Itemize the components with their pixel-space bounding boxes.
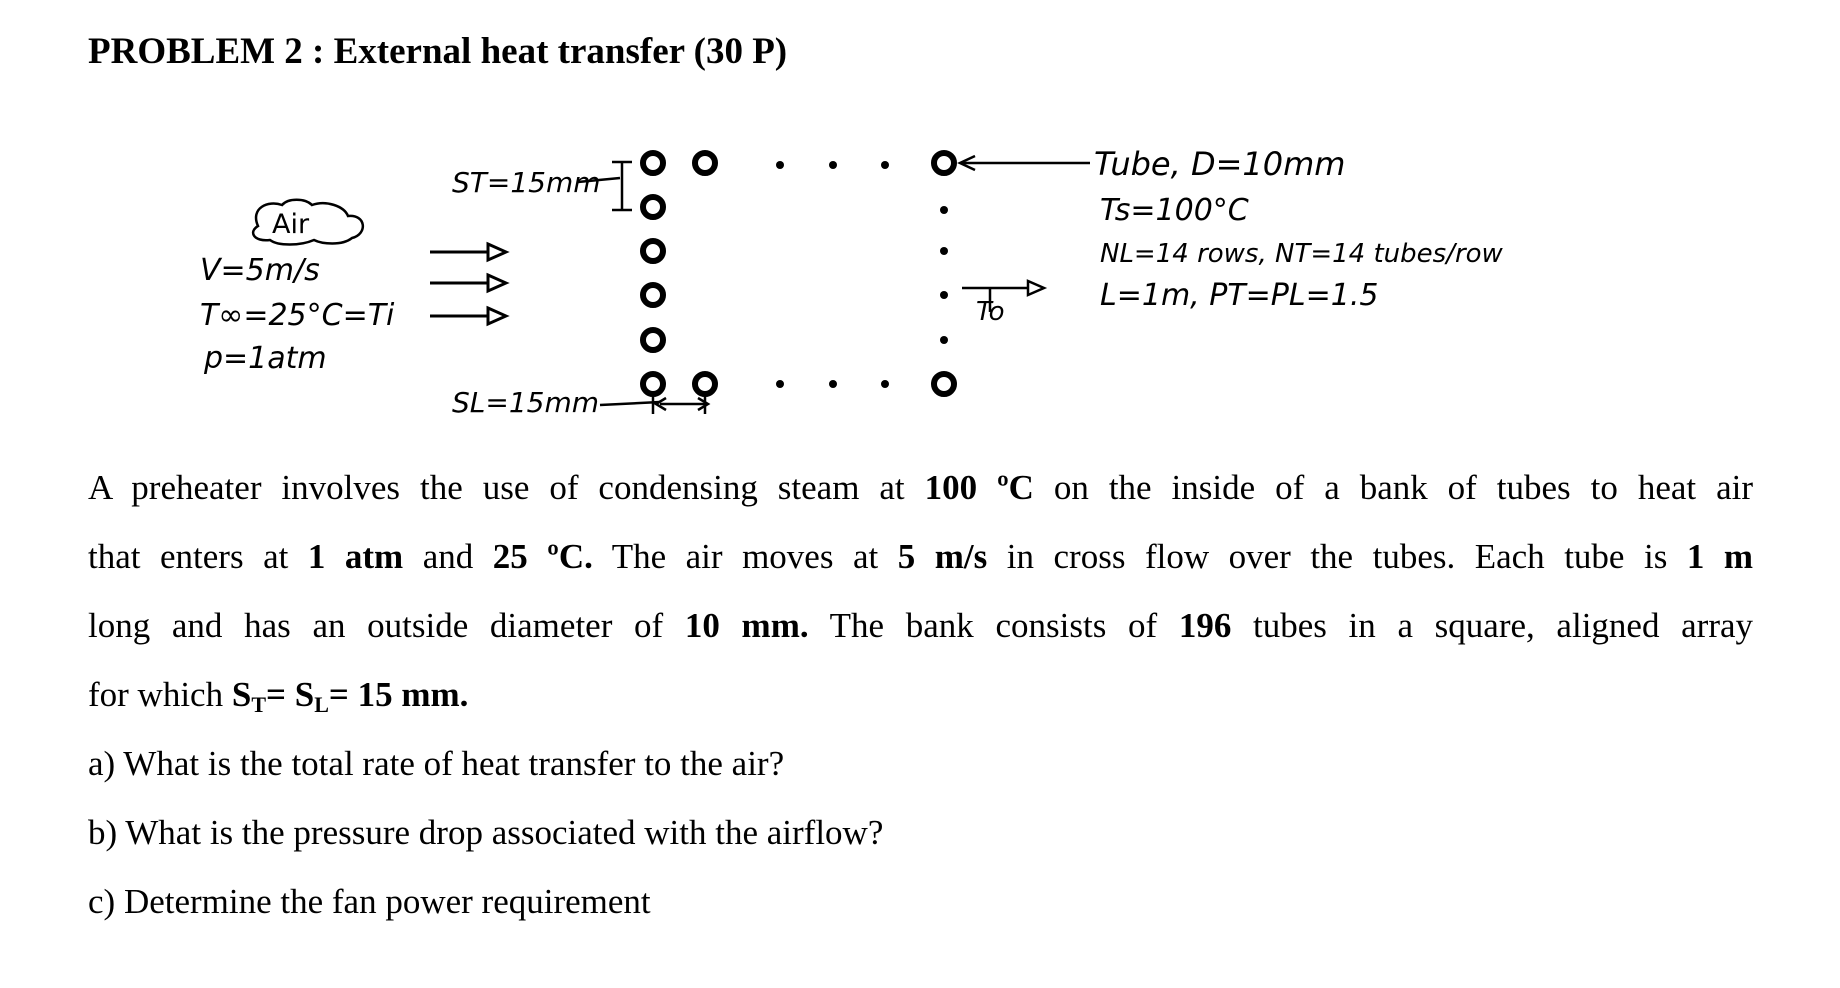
flow-arrows xyxy=(430,244,506,324)
tube-column-first xyxy=(643,153,663,394)
transverse-pitch-label: ST=15mm xyxy=(452,166,601,199)
question-c: c) Determine the fan power requirement xyxy=(88,882,651,921)
tube-column-last xyxy=(934,153,954,394)
row-count-spec: NL=14 rows, NT=14 tubes/row xyxy=(1100,239,1503,269)
longitudinal-pitch-dimension xyxy=(600,394,708,414)
tube-bank-figure xyxy=(0,0,1840,440)
body-line-2 xyxy=(88,537,1753,577)
body-text: long and has an outside diameter of xyxy=(88,606,685,645)
st-symbol: $S_T$ xyxy=(231,675,267,717)
problem-title: PROBLEM 2 : External heat transfer (30 P) xyxy=(88,31,788,72)
question-b: b) What is the pressure drop associated with the airflow? xyxy=(88,813,884,852)
body-bold: 100 ºC xyxy=(924,468,1034,507)
sl-symbol: $S_L$ xyxy=(294,675,329,717)
body-bold: = 15 mm. xyxy=(328,675,469,714)
ellipsis-dots xyxy=(776,161,948,388)
body-text: The bank consists of xyxy=(808,606,1179,645)
body-bold: 10 mm. xyxy=(684,606,809,645)
body-bold: 1 atm xyxy=(307,537,404,576)
body-line-4 xyxy=(88,675,1753,718)
longitudinal-pitch-label: SL=15mm xyxy=(452,386,600,419)
body-text: for which xyxy=(88,675,232,714)
tube-diameter-spec: Tube, D=10mm xyxy=(1094,145,1346,183)
body-line-3 xyxy=(88,606,1753,646)
body-bold: 1 m xyxy=(1686,537,1753,576)
body-text: in cross flow over the tubes. Each tube is xyxy=(987,537,1687,576)
inlet-velocity-label: V=5m/s xyxy=(200,253,320,288)
body-text: tubes in a square, aligned array xyxy=(1231,606,1754,645)
body-text: on the inside of a bank of tubes to heat air xyxy=(1033,468,1753,507)
tube-column-second xyxy=(695,153,715,394)
body-bold: 196 xyxy=(1178,606,1232,645)
body-bold: = xyxy=(266,675,295,714)
body-text: and xyxy=(403,537,493,576)
body-text: The air moves at xyxy=(592,537,898,576)
question-a: a) What is the total rate of heat transfer to the air? xyxy=(88,744,785,783)
surface-temperature-spec: Ts=100°C xyxy=(1100,193,1249,228)
tube-pointer xyxy=(960,156,1090,170)
body-text: A preheater involves the use of condensing steam at xyxy=(88,468,925,507)
inlet-pressure-label: p=1atm xyxy=(204,341,327,376)
body-bold: 5 m/s xyxy=(897,537,988,576)
body-bold: 25 ºC. xyxy=(492,537,593,576)
body-line-1 xyxy=(88,468,1753,508)
outlet-temperature-label: To xyxy=(976,297,1005,327)
air-label: Air xyxy=(272,209,310,240)
body-text: that enters at xyxy=(88,537,308,576)
length-pitch-spec: L=1m, PT=PL=1.5 xyxy=(1100,278,1379,313)
inlet-temperature-label: T∞=25°C=Ti xyxy=(200,298,395,333)
